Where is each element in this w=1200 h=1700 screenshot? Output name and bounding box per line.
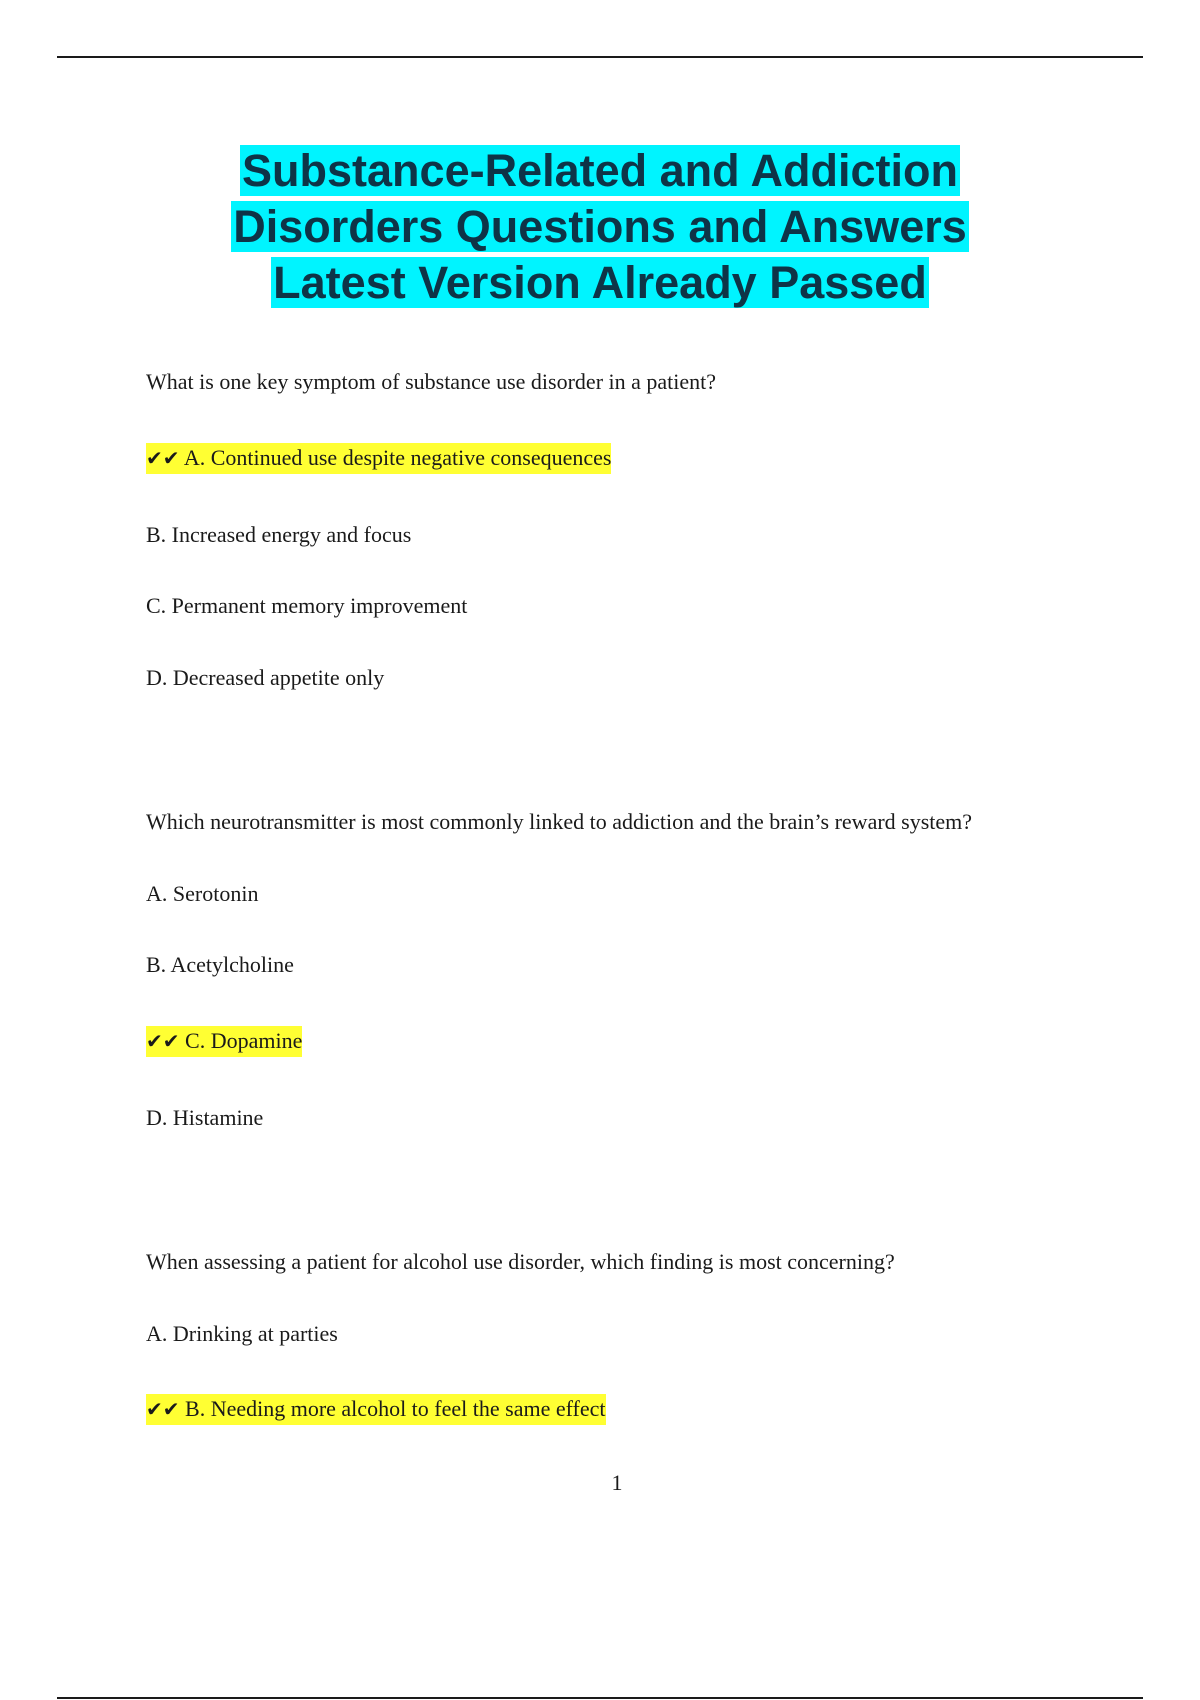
option-text: C. Dopamine	[185, 1028, 303, 1053]
title-line-3: Latest Version Already Passed	[273, 257, 927, 308]
top-rule	[57, 56, 1143, 58]
question-2-prompt: Which neurotransmitter is most commonly linked to addiction and the brain’s reward system?	[146, 809, 973, 834]
correct-answer-highlight	[146, 443, 611, 474]
question-1-option-d: D. Decreased appetite only	[146, 665, 385, 690]
checkmark-icon: ✔✔	[146, 1397, 180, 1421]
correct-answer-highlight	[146, 1026, 302, 1057]
question-3-option-b	[146, 1395, 606, 1423]
option-text: A. Continued use despite negative consequences	[183, 445, 612, 470]
question-1-prompt: What is one key symptom of substance use disorder in a patient?	[146, 369, 717, 394]
option-text: B. Needing more alcohol to feel the same effect	[185, 1396, 606, 1421]
question-3-option-a: A. Drinking at parties	[146, 1321, 338, 1346]
document-title	[100, 143, 1100, 311]
question-2-option-b: B. Acetylcholine	[146, 952, 294, 977]
question-2-option-c	[146, 1027, 302, 1055]
question-1-option-b: B. Increased energy and focus	[146, 522, 412, 547]
question-1-option-c: C. Permanent memory improvement	[146, 593, 468, 618]
bottom-rule	[57, 1697, 1143, 1699]
question-1-option-a	[146, 444, 611, 472]
correct-answer-highlight	[146, 1394, 606, 1425]
checkmark-icon: ✔✔	[146, 1029, 180, 1053]
question-2-option-d: D. Histamine	[146, 1105, 264, 1130]
title-line-1: Substance-Related and Addiction	[242, 145, 958, 196]
question-2-option-a: A. Serotonin	[146, 881, 259, 906]
question-3-prompt: When assessing a patient for alcohol use disorder, which finding is most concerning?	[146, 1249, 895, 1274]
checkmark-icon: ✔✔	[146, 446, 180, 470]
title-line-2: Disorders Questions and Answers	[233, 201, 967, 252]
page-number: 1	[611, 1470, 623, 1495]
